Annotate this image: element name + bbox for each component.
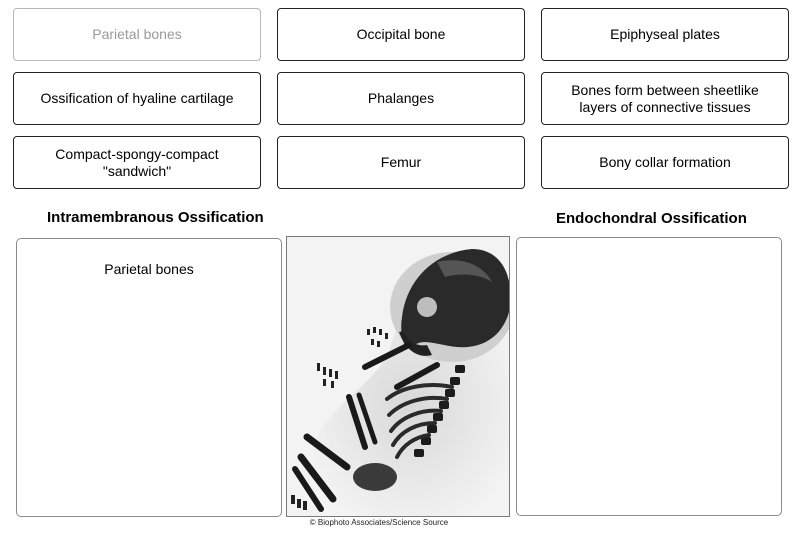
intramembranous-heading: Intramembranous Ossification xyxy=(47,209,264,226)
dropped-item-parietal-bones[interactable]: Parietal bones xyxy=(104,261,194,277)
image-credit: © Biophoto Associates/Science Source xyxy=(309,518,449,527)
tile-bony-collar-formation[interactable]: Bony collar formation xyxy=(541,136,789,189)
intramembranous-dropzone[interactable] xyxy=(16,238,282,517)
endochondral-heading: Endochondral Ossification xyxy=(556,210,747,227)
tile-bones-form-between-sheetlike-layers[interactable]: Bones form between sheetlike layers of connective tissues xyxy=(541,72,789,125)
endochondral-dropzone[interactable] xyxy=(516,237,782,516)
tile-parietal-bones: Parietal bones xyxy=(13,8,261,61)
tile-phalanges[interactable]: Phalanges xyxy=(277,72,525,125)
tile-ossification-of-hyaline-cartilage[interactable]: Ossification of hyaline cartilage xyxy=(13,72,261,125)
tile-femur[interactable]: Femur xyxy=(277,136,525,189)
tile-compact-spongy-compact-sandwich[interactable]: Compact-spongy-compact "sandwich" xyxy=(13,136,261,189)
fetal-skeleton-xray-image xyxy=(286,236,510,517)
tile-occipital-bone[interactable]: Occipital bone xyxy=(277,8,525,61)
tile-epiphyseal-plates[interactable]: Epiphyseal plates xyxy=(541,8,789,61)
